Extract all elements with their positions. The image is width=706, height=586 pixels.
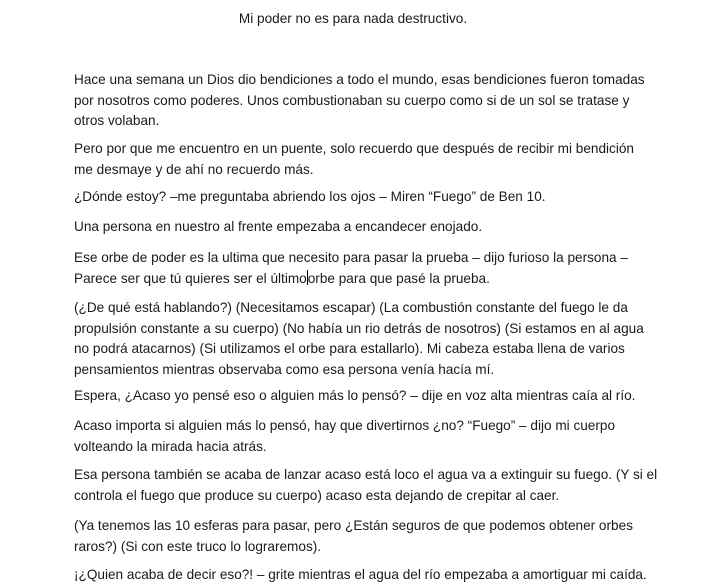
paragraph-10 <box>74 516 644 557</box>
text-line: (Ya tenemos las 10 esferas para pasar, pero ¿Están seguros de que podemos obtener orbes <box>74 518 633 533</box>
text-line: (¿De qué está hablando?) (Necesitamos escapar) (La combustión constante del fuego le da <box>74 300 628 315</box>
text-line: Esa persona también se acaba de lanzar acaso está loco el agua va a extinguir su fuego. (Y si el <box>74 467 658 482</box>
document-title: Mi poder no es para nada destructivo. <box>238 11 468 26</box>
text-line: Hace una semana un Dios dio bendiciones a todo el mundo, esas bendiciones fueron tomadas <box>74 72 645 87</box>
text-line: pensamientos mientras observaba como esa persona venía hacía mí. <box>74 361 495 377</box>
text-line: controla el fuego que produce su cuerpo) acaso esta dejando de crepitar al caer. <box>74 487 560 503</box>
text-line: volteando la mirada hacia atrás. <box>74 438 267 454</box>
text-after-caret: orbe para que pasé la prueba. <box>307 270 490 286</box>
paragraph-9 <box>74 465 658 506</box>
text-line: Acaso importa si alguien más lo pensó, hay que divertirnos ¿no? “Fuego” – dijo mi cuerpo <box>74 418 616 433</box>
text-line: por nosotros como poderes. Unos combustionaban su cuerpo como si de un sol se tratase y <box>74 92 630 108</box>
text-line: propulsión constante a su cuerpo) (No había un rio detrás de nosotros) (Si estamos en al agua <box>74 320 644 336</box>
paragraph-7 <box>74 386 644 407</box>
text-line: ¿Dónde estoy? –me preguntaba abriendo los ojos – Miren “Fuego” de Ben 10. <box>74 189 546 204</box>
paragraph-8 <box>74 416 644 457</box>
paragraph-11 <box>74 565 647 586</box>
text-line: otros volaban. <box>74 113 160 128</box>
text-line: raros?) (Si con este truco lo lograremos). <box>74 538 322 554</box>
text-line-with-caret <box>74 269 644 290</box>
text-line: Pero por que me encuentro en un puente, solo recuerdo que después de recibir mi bendición <box>74 141 634 156</box>
paragraph-3 <box>74 187 644 208</box>
paragraph-4 <box>74 217 644 238</box>
paragraph-2 <box>74 139 644 180</box>
paragraph-1 <box>74 70 644 132</box>
text-before-caret: Parece ser que tú quieres ser el último <box>74 270 307 286</box>
text-line: no podrá atacarnos) (Si utilizamos el orbe para estallarlo). Mi cabeza estaba llena de varios <box>74 341 625 356</box>
paragraph-5 <box>74 248 644 289</box>
text-line: Ese orbe de poder es la ultima que necesito para pasar la prueba – dijo furioso la persona – <box>74 250 628 265</box>
text-line: Espera, ¿Acaso yo pensé eso o alguien más lo pensó? – dije en voz alta mientras caía al río. <box>74 388 636 403</box>
text-line: ¡¿Quien acaba de decir eso?! – grite mientras el agua del río empezaba a amortiguar mi caída. <box>74 567 647 582</box>
text-line: me desmaye y de ahí no recuerdo más. <box>74 161 314 177</box>
paragraph-6 <box>74 298 644 380</box>
text-line: Una persona en nuestro al frente empezaba a encandecer enojado. <box>74 219 483 234</box>
